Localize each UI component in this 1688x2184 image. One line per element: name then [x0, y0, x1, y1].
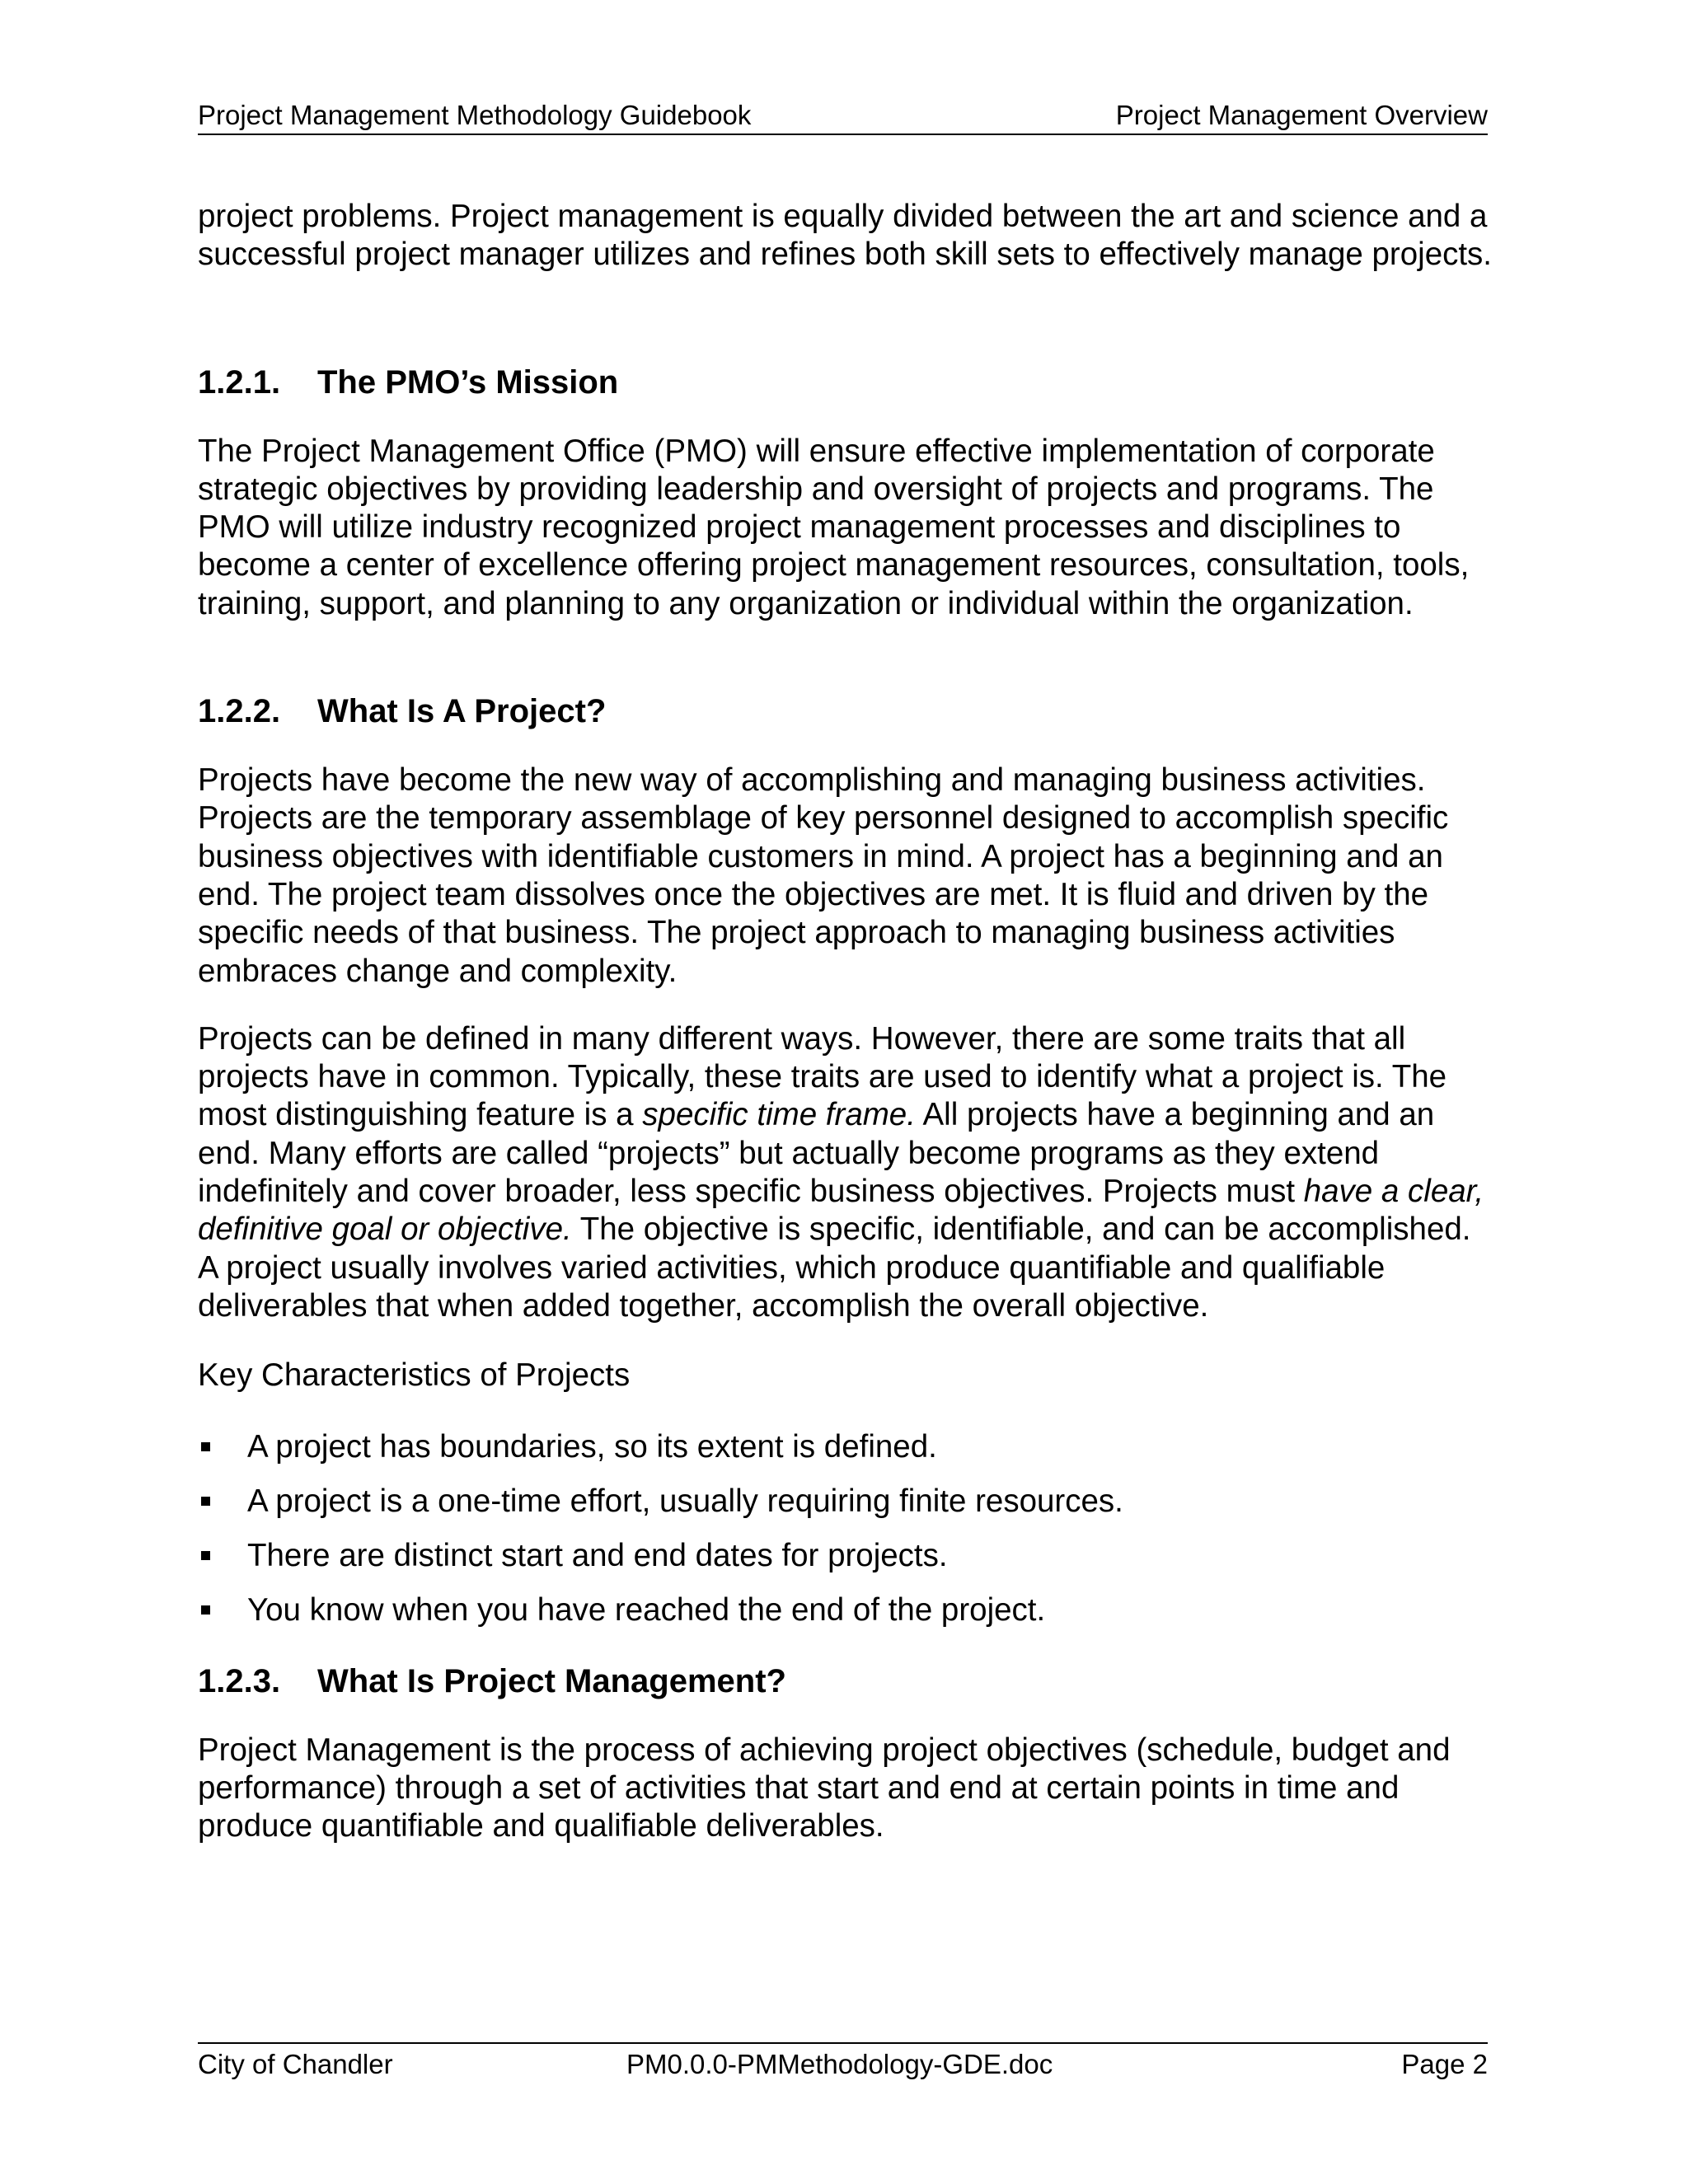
key-characteristics-heading: Key Characteristics of Projects	[198, 1357, 631, 1394]
section-heading-what-is-project	[198, 691, 1496, 732]
paragraph-text: The objective is specific, identifiable, and can be accomplished. A project usually involves varied activities, which produce quantifiable and qualifiable deliverables that when added together, accomplish the overall objective.	[198, 1212, 1471, 1324]
what-is-project-paragraph-2	[198, 1020, 1496, 1325]
section-heading-what-is-pm	[198, 1661, 1496, 1702]
section-number: 1.2.3.	[198, 1662, 281, 1699]
paragraph-text: Projects can be defined in many different ways. However, there are some traits that all projects have in common. Typically, these traits are used to identify what a project is. The most distinguishing feature is a	[198, 1020, 1447, 1133]
pmo-mission-paragraph: The Project Management Office (PMO) will ensure effective implementation of corporate strategic objectives by providing leadership and oversight of projects and programs. The PMO will utilize industry recognized project management processes and disciplines to become a center of excellence offering project management resources, consultation, tools, training, support, and planning to any organization or individual within the organization.	[198, 433, 1470, 621]
emphasis-text: specific time frame.	[642, 1097, 916, 1133]
bullet-square-icon	[201, 1497, 210, 1506]
footer-organization: City of Chandler	[198, 2049, 393, 2079]
footer-page-number: Page 2	[1401, 2049, 1488, 2079]
section-title: What Is Project Management?	[317, 1662, 786, 1699]
header-document-title: Project Management Methodology Guidebook	[198, 100, 752, 130]
list-item	[198, 1537, 1496, 1575]
bullet-square-icon	[201, 1551, 210, 1560]
footer-filename: PM0.0.0-PMMethodology-GDE.doc	[626, 2049, 1053, 2079]
list-item	[198, 1428, 1496, 1466]
section-title: What Is A Project?	[317, 693, 607, 730]
key-characteristics-list	[198, 1428, 1496, 1629]
section-number: 1.2.2.	[198, 693, 281, 730]
page-footer	[198, 2042, 1488, 2085]
what-is-pm-paragraph: Project Management is the process of achieving project objectives (schedule, budget and performance) through a set of activities that start and end at certain points in time and produce quantifiable and qualifiable deliverables.	[198, 1732, 1451, 1844]
emphasis-text: have a clear, definitive goal or objective.	[198, 1174, 1484, 1248]
bullet-square-icon	[201, 1605, 210, 1615]
header-section-title: Project Management Overview	[1115, 100, 1488, 130]
section-heading-pmo-mission	[198, 362, 1496, 403]
what-is-project-paragraph-1: Projects have become the new way of accomplishing and managing business activities. Projects are the temporary assemblage of key personnel designed to accomplish specific business objectives with identifiable customers in mind. A project has a beginning and an end. The project team dissolves once the objectives are met. It is fluid and driven by the specific needs of that business. The project approach to managing business activities embraces change and complexity.	[198, 762, 1449, 989]
paragraph-text: All projects have a beginning and an end. Many efforts are called “projects” but actually become programs as they extend indefinitely and cover broader, less specific business objectives. Projects must	[198, 1097, 1435, 1210]
page-content	[198, 198, 1496, 1845]
list-item-text: There are distinct start and end dates for projects.	[247, 1537, 948, 1573]
section-title: The PMO’s Mission	[317, 363, 619, 401]
list-item-text: A project is a one-time effort, usually requiring finite resources.	[247, 1483, 1123, 1519]
list-item	[198, 1591, 1496, 1629]
bullet-square-icon	[201, 1442, 210, 1451]
list-item	[198, 1483, 1496, 1521]
section-number: 1.2.1.	[198, 363, 281, 401]
page-header	[198, 97, 1488, 135]
intro-paragraph: project problems. Project management is equally divided between the art and science and a successful project manager utilizes and refines both skill sets to effectively manage projects.	[198, 199, 1493, 273]
list-item-text: A project has boundaries, so its extent is defined.	[247, 1428, 937, 1465]
list-item-text: You know when you have reached the end of the project.	[247, 1591, 1046, 1628]
